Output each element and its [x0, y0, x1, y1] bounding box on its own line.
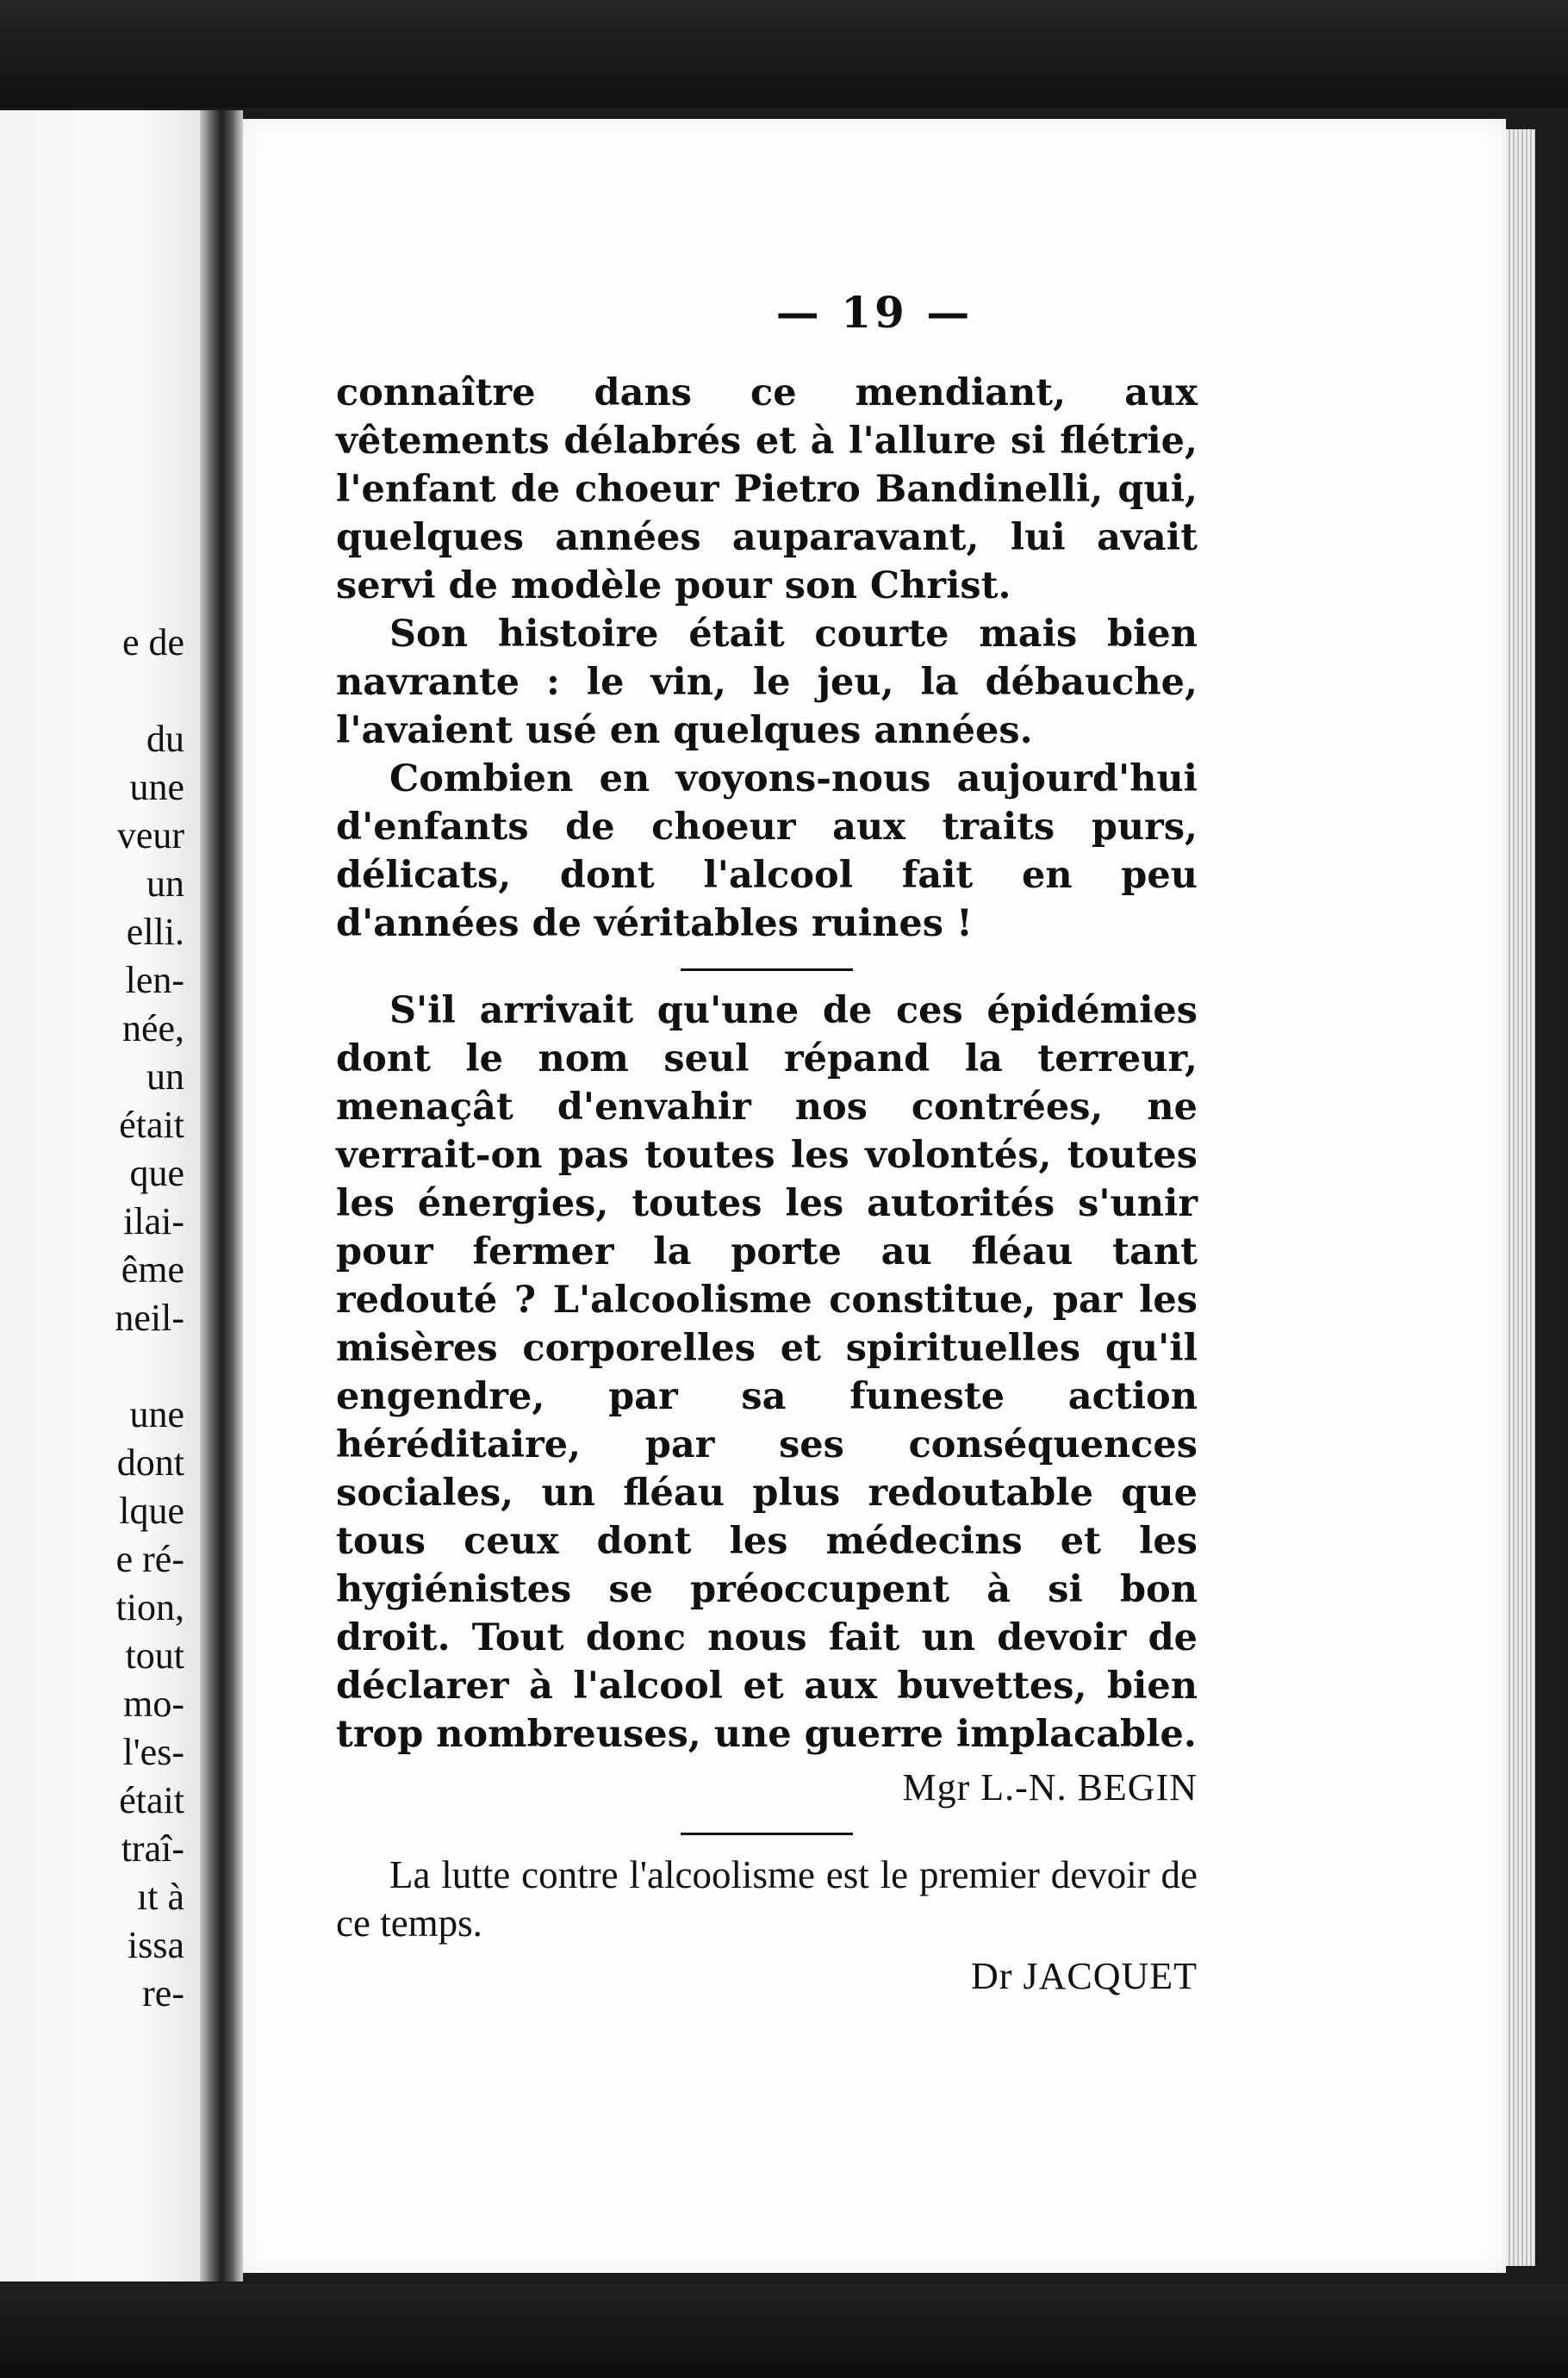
previous-page-line: veur [116, 814, 184, 856]
paragraph-4: S'il arrivait qu'une de ces épidémies dont le nom seul répand la terreur, menaçât d'envahir nos contrées, ne verrait-on pas toutes les volontés, toutes les énergies, toutes les autorités s'unir pour fermer la porte au fléau tant redouté ? L'alcoolisme constitue, par les misères corporelles et spirituelles qu'il engendre, par sa funeste action héréditaire, par ses conséquences sociales, un fléau plus redoutable que tous ceux dont les médecins et les hygiénistes se préoccupent à si bon droit. Tout donc nous fait un devoir de déclarer à l'alcool et aux buvettes, bien trop nombreuses, une guerre implacable. [336, 989, 1198, 1756]
previous-page [0, 110, 200, 2282]
paragraph-1: connaître dans ce mendiant, aux vêtements délabrés et à l'allure si flétrie, l'enfant de choeur Pietro Bandinelli, qui, quelques années auparavant, lui avait servi de modèle pour son Christ. [336, 371, 1198, 607]
section-divider-2 [681, 1833, 853, 1835]
previous-page-line: issa [128, 1924, 184, 1966]
previous-page-line: une [129, 766, 184, 808]
section-divider [681, 968, 853, 971]
previous-page-line: mo- [123, 1683, 184, 1725]
previous-page-line: née, [121, 1007, 184, 1049]
previous-page-line: ilai- [123, 1200, 184, 1242]
scanner-background-bottom [0, 2283, 1568, 2378]
previous-page-line: e de [121, 621, 184, 663]
previous-page-line: était [119, 1779, 184, 1821]
previous-page-line: tout [125, 1634, 184, 1677]
previous-page-line: tion, [115, 1586, 184, 1628]
previous-page-line: ıt à [137, 1876, 184, 1918]
paragraph-3: Combien en voyons-nous aujourd'hui d'enfants de choeur aux traits purs, délicats, dont l'alcool fait en peu d'années de véritables ruines ! [336, 757, 1198, 945]
quote-jacquet: La lutte contre l'alcoolisme est le premier devoir de ce temps. [336, 1853, 1198, 1945]
previous-page-line: dont [116, 1441, 184, 1484]
previous-page-line: neil- [115, 1297, 184, 1339]
page-stack-edge [1506, 129, 1535, 2266]
previous-page-line: lque [119, 1490, 184, 1532]
scanner-background-top [0, 0, 1568, 108]
page-body [336, 369, 1198, 2001]
previous-page-line: que [129, 1152, 184, 1194]
previous-page-line: re- [142, 1972, 184, 2014]
previous-page-line: une [129, 1393, 184, 1435]
previous-page-line: un [146, 862, 184, 905]
current-page [243, 119, 1506, 2273]
paragraph-2: Son histoire était courte mais bien navrante : le vin, le jeu, la débauche, l'avaient usé en quelques années. [336, 613, 1198, 752]
previous-page-line: e ré- [115, 1538, 184, 1580]
page-number: — 19 — [775, 287, 974, 338]
book-gutter [200, 110, 243, 2282]
previous-page-line: l'es- [122, 1731, 184, 1773]
previous-page-line: elli. [126, 911, 184, 953]
signature-begin: Mgr L.-N. BEGIN [902, 1766, 1198, 1808]
signature-jacquet: Dr JACQUET [971, 1955, 1198, 1997]
previous-page-line: traî- [121, 1827, 184, 1870]
previous-page-line: du [146, 718, 184, 760]
previous-page-line: un [146, 1055, 184, 1098]
previous-page-line: ême [121, 1248, 184, 1291]
previous-page-line: len- [125, 959, 184, 1001]
previous-page-line: était [119, 1104, 184, 1146]
